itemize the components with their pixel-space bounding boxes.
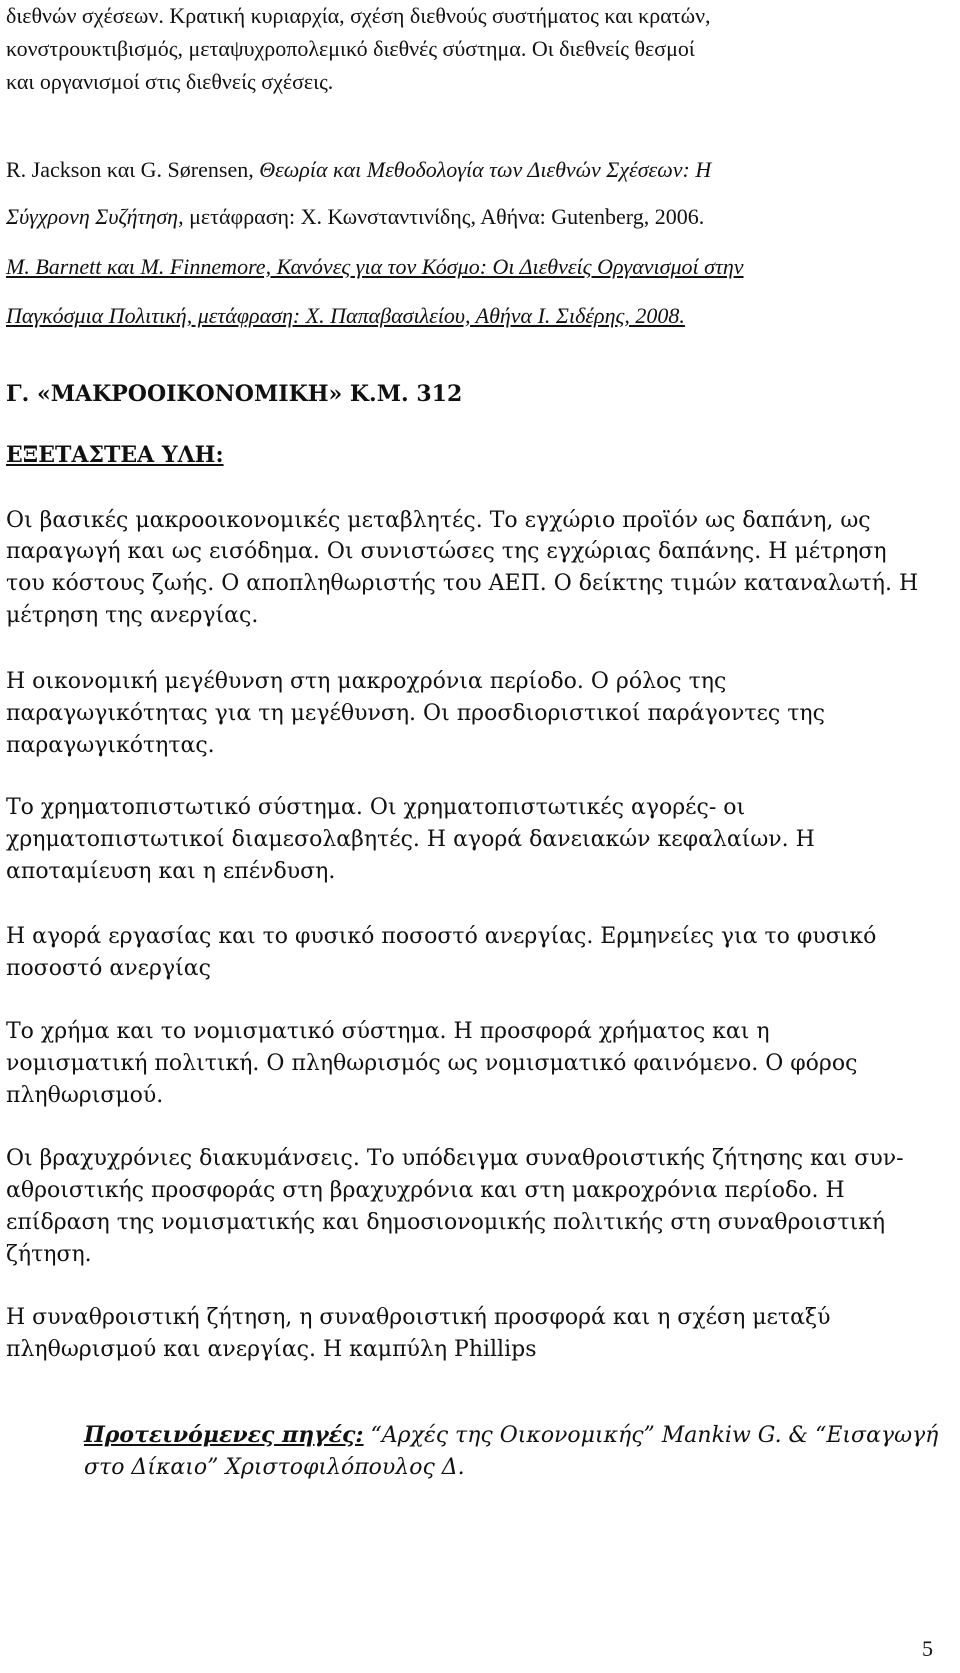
syllabus-p3-line-3: αποταμίευση και η επένδυση. <box>6 859 336 884</box>
intro-line-1: διεθνών σχέσεων. Κρατική κυριαρχία, σχέση διεθνούς συστήματος και κρατών, <box>6 3 711 28</box>
syllabus-p2-line-3: παραγωγικότητας. <box>6 733 215 758</box>
reference-1-title-a: Θεωρία και Μεθοδολογία των Διεθνών Σχέσεων: Η <box>259 157 712 182</box>
syllabus-p5-line-3: πληθωρισμού. <box>6 1083 164 1108</box>
intro-line-2: κονστρουκτιβισμός, μεταψυχροπολεμικό διεθνές σύστημα. Οι διεθνείς θεσμοί <box>6 36 695 61</box>
reference-2-line-1: M. Barnett και M. Finnemore, Κανόνες για τον Κόσμο: Οι Διεθνείς Οργανισμοί στην <box>6 254 744 279</box>
intro-line-3: και οργανισμοί στις διεθνείς σχέσεις. <box>6 69 334 94</box>
page-number: 5 <box>922 1636 933 1661</box>
syllabus-p6-line-4: ζήτηση. <box>6 1242 92 1267</box>
syllabus-p4-line-1: Η αγορά εργασίας και το φυσικό ποσοστό ανεργίας. Ερμηνείες για το φυσικό <box>6 924 877 949</box>
sources-label: Προτεινόμενες πηγές: <box>84 1422 364 1448</box>
syllabus-p5-line-2: νομισματική πολιτική. Ο πληθωρισμός ως νομισματικό φαινόμενο. Ο φόρος <box>6 1051 858 1076</box>
sources-line-1 <box>84 1422 938 1448</box>
syllabus-label: ΕΞΕΤΑΣΤΕΑ ΥΛΗ: <box>6 442 224 468</box>
syllabus-p1-line-4: μέτρηση της ανεργίας. <box>6 603 259 628</box>
reference-2-line-2: Παγκόσμια Πολιτική, μετάφραση: Χ. Παπαβασιλείου, Αθήνα Ι. Σιδέρης, 2008. <box>6 303 685 328</box>
syllabus-p6-line-1: Οι βραχυχρόνιες διακυμάνσεις. Το υπόδειγμα συναθροιστικής ζήτησης και συν- <box>6 1146 904 1171</box>
syllabus-p7-line-2: πληθωρισμού και ανεργίας. Η καμπύλη Phillips <box>6 1337 537 1362</box>
syllabus-p2-line-1: Η οικονομική μεγέθυνση στη μακροχρόνια περίοδο. Ο ρόλος της <box>6 669 727 694</box>
syllabus-p7-line-1: Η συναθροιστική ζήτηση, η συναθροιστική προσφορά και η σχέση μεταξύ <box>6 1305 831 1330</box>
syllabus-p4-line-2: ποσοστό ανεργίας <box>6 956 211 981</box>
syllabus-p5-line-1: Το χρήμα και το νομισματικό σύστημα. Η προσφορά χρήματος και η <box>6 1019 770 1044</box>
course-heading: Γ. «ΜΑΚΡΟΟΙΚΟΝΟΜΙΚΗ» Κ.Μ. 312 <box>6 381 463 407</box>
reference-1-line-2 <box>6 204 704 230</box>
syllabus-p2-line-2: παραγωγικότητας για τη μεγέθυνση. Οι προσδιοριστικοί παράγοντες της <box>6 701 825 726</box>
sources-text-1: “Αρχές της Οικονομικής” Mankiw G. & “Εισαγωγή <box>363 1423 939 1448</box>
syllabus-p1-line-1: Οι βασικές μακροοικονομικές μεταβλητές. Το εγχώριο προϊόν ως δαπάνη, ως <box>6 508 871 533</box>
sources-line-2: στο Δίκαιο” Χριστοφιλόπουλος Δ. <box>84 1455 465 1480</box>
syllabus-p6-line-3: επίδραση της νομισματικής και δημοσιονομικής πολιτικής στη συναθροιστική <box>6 1210 886 1235</box>
syllabus-p1-line-3: του κόστους ζωής. Ο αποπληθωριστής του ΑΕΠ. Ο δείκτης τιμών καταναλωτή. Η <box>6 571 919 596</box>
syllabus-p3-line-1: Το χρηματοπιστωτικό σύστημα. Οι χρηματοπιστωτικές αγορές- οι <box>6 795 746 820</box>
reference-1-line-1 <box>6 157 711 183</box>
syllabus-p6-line-2: αθροιστικής προσφοράς στη βραχυχρόνια και στη μακροχρόνια περίοδο. Η <box>6 1178 845 1203</box>
reference-1-title-b: Σύγχρονη Συζήτηση <box>6 204 179 229</box>
reference-1-authors: R. Jackson και G. Sørensen, <box>6 157 260 182</box>
syllabus-p1-line-2: παραγωγή και ως εισόδημα. Οι συνιστώσες της εγχώριας δαπάνης. Η μέτρηση <box>6 539 887 564</box>
reference-1-publication: , μετάφραση: Χ. Κωνσταντινίδης, Αθήνα: Gutenberg, 2006. <box>178 204 705 229</box>
syllabus-p3-line-2: χρηματοπιστωτικοί διαμεσολαβητές. Η αγορά δανειακών κεφαλαίων. Η <box>6 827 815 852</box>
